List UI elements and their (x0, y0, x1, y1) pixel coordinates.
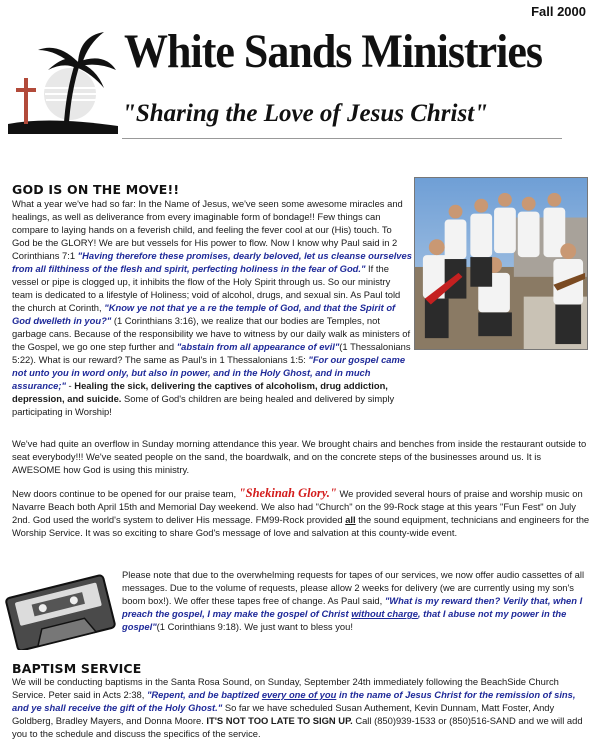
scripture-2-corinthians: "Having therefore these promises, dearly beloved, let us cleanse ourselves from all filthiness of the flesh and spirit, perfecting holiness in the fear of God." (12, 250, 412, 274)
scripture-acts: "Repent, and be baptized (146, 689, 262, 700)
sign-up-emphasis: IT'S NOT TOO LATE TO SIGN UP. (206, 715, 353, 726)
scheduled-names-text: So far we have scheduled Susan Authement, Kevin Dunnam, Matt Foster, Andy Goldberg, Bradley Mayers, and Donna Moore. (12, 702, 555, 726)
scripture-gospel: , that I abuse not my power in the gospel" (122, 608, 567, 632)
section-heading-baptism: BAPTISM SERVICE (12, 661, 142, 676)
cross-icon (16, 78, 36, 124)
praise-team-paragraph (12, 487, 590, 539)
bless-text: (1 Corinthians 9:18). We just want to bless you! (156, 621, 353, 632)
intro-paragraph (12, 197, 412, 418)
dash-text: - (65, 380, 75, 391)
header-divider (122, 138, 562, 139)
cassette-tape-icon (4, 572, 116, 650)
events-text: We provided several hours of praise and worship music on Navarre Beach both April 15th and Memorial Day weekend. We also had "Church" on the 99-Rock stage at this years "Fun Fest" on July 2nd. God used the world's system to deliver His message. FM99-Rock provided (12, 488, 583, 525)
scripture-1-corinthians: "Know ye not that ye a re the temple of God, and that the Spirit of God dwelleth in you?" (12, 302, 396, 326)
scripture-1-thessalonians-5: "abstain from all appearance of evil" (176, 341, 340, 352)
baptism-text: We will be conducting baptisms in the Santa Rosa Sound, on Sunday, September 24th immediately following the BeachSide Church Service. Peter said in Acts 2:38, (12, 676, 559, 700)
healing-emphasis: Healing the sick, delivering the captives of alcoholism, drug addiction, depression, and suicide. (12, 380, 388, 404)
praise-team-name: "Shekinah Glory." (238, 486, 337, 500)
reward-text: (1 Thessalonians 5:22). What is our reward? The same as Paul's in 1 Thessalonians 1:5: (12, 341, 411, 365)
temples-text: (1 Corinthians 3:16), we realize that our bodies are Temples, not garbage cans. Because of the responsibility we have to witness by our daily walk as ministers of the Gospel, we go one step further and (12, 315, 411, 352)
scripture-1-thessalonians-1: "For our gospel came not unto you in word only, but also in power, and in the Holy Ghost, and in much assurance;" (12, 354, 406, 391)
contact-text: Call (850)939-1533 or (850)516-SAND and we will add you to the schedule and discuss the specifics of the service. (12, 715, 583, 739)
ministry-tagline: "Sharing the Love of Jesus Christ" (122, 100, 489, 127)
all-emphasis: all (345, 514, 356, 525)
holiness-text: If the vessel or pipe is clogged up, it inhibits the flow of the Holy Spirit through us. So our ministry team is dedicated to a lifestyle of Holiness; void of alcohol, drugs, and sexual sin. As Paul told the church at Corinth, (12, 263, 401, 313)
every-one-emphasis: every one of you (261, 689, 337, 700)
palm-tree-cross-logo (8, 22, 118, 134)
sound-equipment-text: the sound equipment, technicians and engineers for the Worship Service. It was so exciting to share God's message of love and salvation at this county-wide event. (12, 514, 590, 538)
worship-text: Some of God's children are being healed and delivered by simply participating in Worship! (12, 393, 395, 417)
new-doors-text: New doors continue to be opened for our praise team, (12, 488, 239, 499)
section-heading-god-on-the-move: GOD IS ON THE MOVE!! (12, 182, 180, 197)
without-charge-emphasis: without charge (351, 608, 418, 619)
scripture-acts-end: in the name of Jesus Christ for the remission of sins, and ye shall receive the gift of the Holy Ghost." (12, 689, 576, 713)
praise-team-photo (414, 177, 588, 350)
attendance-paragraph: We've had quite an overflow in Sunday morning attendance this year. We brought chairs and benches from inside the restaurant outside to seat everybody!!! We've seated people on the sand, the boardwalk, and on the concrete steps of the businesses around us. It is AWESOME how God is using this ministry. (12, 438, 587, 475)
tapes-text: Please note that due to the overwhelming requests for tapes of our services, we now offer audio cassettes of all messages. Due to the volume of requests, please allow 2 weeks for delivery (we are currently using my son's boom box!). We offer these tapes free of change. As Paul said, (122, 569, 585, 606)
ministry-title: White Sands Ministries (124, 25, 543, 78)
scripture-reward: "What is my reward then? Verily that, when I preach the gospel, I may make the gospel of Christ (122, 595, 583, 619)
baptism-paragraph (12, 675, 590, 740)
intro-text: What a year we've had so far: In the Name of Jesus, we've seen some awesome miracles and healings, as well as deliverance from every imaginable form of bondage!! Few things can compare to laying hands on a feverish child, and feeling the fever cool at our (His) touch. To God be the GLORY! We are but vessels for His power to flow. Now I know why Paul said in 2 Corinthians 7:1 (12, 198, 403, 261)
issue-season: Fall 2000 (531, 4, 586, 19)
cassette-paragraph (122, 568, 588, 633)
